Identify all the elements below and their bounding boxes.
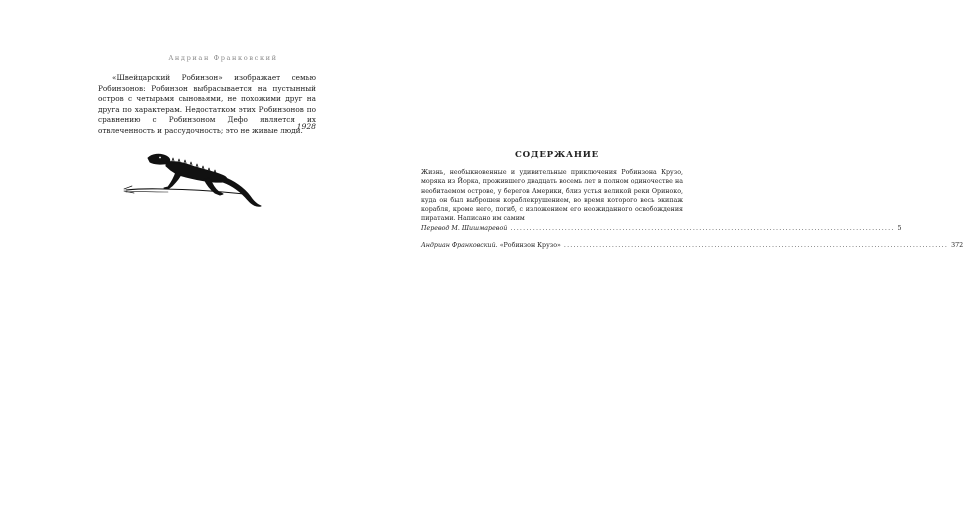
body-paragraph: «Швейцарский Робинзон» изображает семью Робинзонов: Робинзон выбрасывается на пустынный остров с четырьмя сыновьями, не похожими друг на друга по характерам. Недостатком этих Робинзонов по сравнению с Робинзоном Дефо является их отвлеченность и рассудочность; это не живые люди. [98,73,316,135]
toc-page-number: 5 [897,224,902,232]
toc-heading: СОДЕРЖАНИЕ [514,150,600,160]
toc-page-number: 372 [951,242,963,250]
toc-entry-title: «Робинзон Крузо» [499,242,561,250]
left-page [0,0,375,520]
table-of-contents [421,168,963,250]
toc-entry-title: Жизнь, необыкновенные и удивительные приключения Робинзона Крузо, моряка из Йорка, прожившего двадцать восемь лет в полном одиночестве на необитаемом острове, у берегов Америки, близ устья великой реки Ориноко, куда он был выброшен кораблекрушением, во время которого весь экипаж корабля, кроме него, погиб, с изложением его неожиданного освобождения пиратами. Написано им самим [421,169,683,223]
toc-entry-author: Андриан Франковский. [421,242,498,250]
toc-entry[interactable] [421,168,902,233]
lizard-illustration [124,150,264,212]
right-page [375,0,963,520]
running-head: Андриан Франковский [168,54,278,62]
date-signature: 1928 [296,122,316,131]
toc-leader-dots: ........................................................................................................................ [510,224,895,232]
toc-leader-dots: ........................................................................................................................ [563,242,949,250]
toc-entry-translator: Перевод М. Шишмаревой [421,224,508,232]
toc-entry[interactable] [421,241,963,250]
